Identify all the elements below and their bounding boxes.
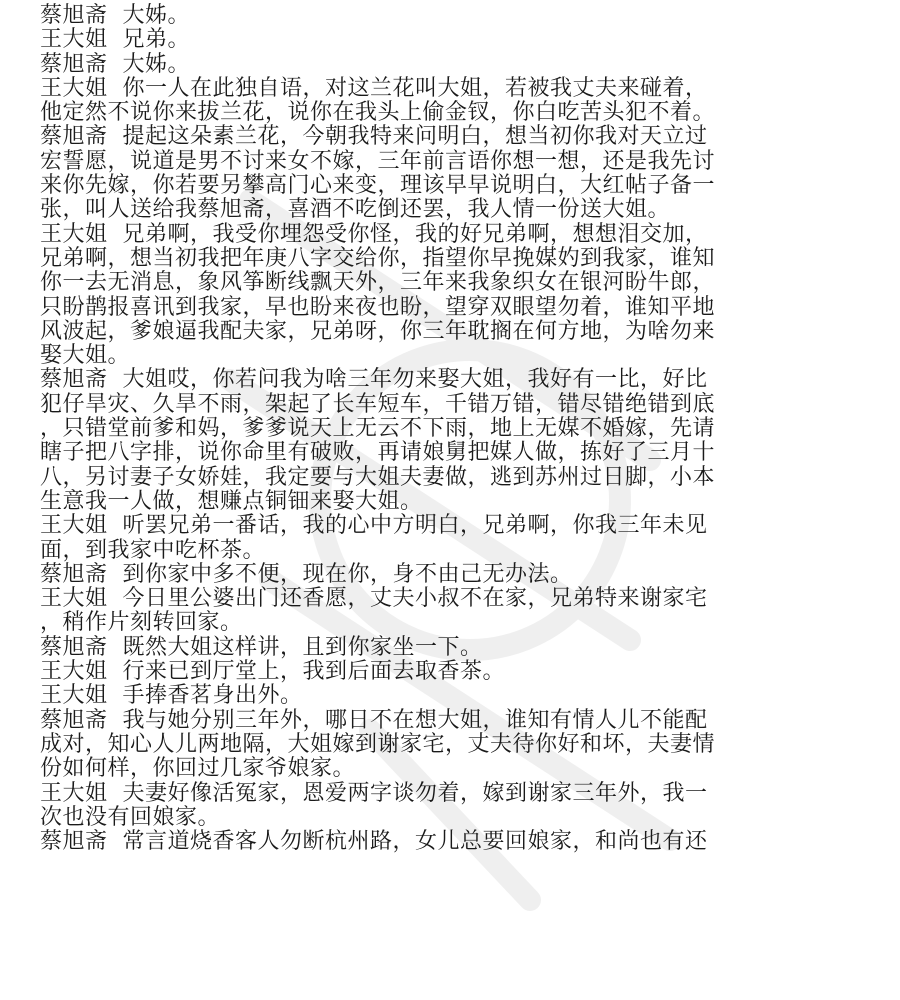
text-line: 宏誓愿，说道是男不讨来女不嫁，三年前言语你想一想，还是我先讨 xyxy=(40,148,716,174)
text-line: 八，另讨妻子女娇娃，我定要与大姐夫妻做，逃到苏州过日脚，小本 xyxy=(40,464,716,490)
text-line: 犯仔旱灾、久旱不雨，架起了长车短车，千错万错，错尽错绝错到底 xyxy=(40,391,716,417)
text-line: 王大姐 行来已到厅堂上，我到后面去取香茶。 xyxy=(40,659,505,685)
text-line: 王大姐 你一人在此独自语，对这兰花叫大姐，若被我丈夫来碰着， xyxy=(40,75,708,101)
text-line: 张，叫人送给我蔡旭斋，喜酒不吃倒还罢，我人情一份送大姐。 xyxy=(40,197,671,223)
text-line: 兄弟啊，想当初我把年庚八字交给你，指望你早挽媒妁到我家，谁知 xyxy=(40,245,716,271)
text-line: 王大姐 夫妻好像活冤家，恩爱两字谈勿着，嫁到谢家三年外，我一 xyxy=(40,780,708,806)
document-text xyxy=(40,4,876,854)
text-line: 份如何样，你回过几家爷娘家。 xyxy=(40,756,356,782)
text-line: 蔡旭斋 我与她分别三年外，哪日不在想大姐，谁知有情人儿不能配 xyxy=(40,707,708,733)
text-line: 王大姐 兄弟。 xyxy=(40,27,190,53)
text-line: 生意我一人做，想赚点铜钿来娶大姐。 xyxy=(40,488,423,514)
text-line: 成对，知心人儿两地隔，大姐嫁到谢家宅，丈夫待你好和坏，夫妻情 xyxy=(40,731,716,757)
text-line: 次也没有回娘家。 xyxy=(40,804,221,830)
text-line: 王大姐 听罢兄弟一番话，我的心中方明白，兄弟啊，你我三年未见 xyxy=(40,513,708,539)
text-line: 蔡旭斋 大姐哎，你若问我为啥三年勿来娶大姐，我好有一比，好比 xyxy=(40,367,708,393)
text-line: 蔡旭斋 大姊。 xyxy=(40,3,190,28)
text-line: 来你先嫁，你若要另攀高门心来变，理该早早说明白，大红帖子备一 xyxy=(40,173,716,199)
text-line: 你一去无消息，象风筝断线飘天外，三年来我象织女在银河盼牛郎， xyxy=(40,270,716,296)
text-line: ，稍作片刻转回家。 xyxy=(40,610,243,636)
text-line: 他定然不说你来拔兰花，说你在我头上偷金钗，你白吃苦头犯不着。 xyxy=(40,100,716,126)
text-line: 蔡旭斋 大姊。 xyxy=(40,51,190,77)
text-line: 风波起，爹娘逼我配夫家，兄弟呀，你三年耽搁在何方地，为啥勿来 xyxy=(40,318,716,344)
text-line: 王大姐 兄弟啊，我受你埋怨受你怪，我的好兄弟啊，想想泪交加， xyxy=(40,221,708,247)
text-line: 王大姐 手捧香茗身出外。 xyxy=(40,683,303,709)
text-line: 蔡旭斋 到你家中多不便，现在你，身不由己无办法。 xyxy=(40,561,573,587)
text-line: 王大姐 今日里公婆出门还香愿，丈夫小叔不在家，兄弟特来谢家宅 xyxy=(40,586,708,612)
text-line: 只盼鹊报喜讯到我家，早也盼来夜也盼，望穿双眼望勿着，谁知平地 xyxy=(40,294,716,320)
text-line: 瞎子把八字排，说你命里有破败，再请娘舅把媒人做，拣好了三月十 xyxy=(40,440,716,466)
text-line: 蔡旭斋 提起这朵素兰花，今朝我特来问明白，想当初你我对天立过 xyxy=(40,124,708,150)
text-line: 面，到我家中吃杯茶。 xyxy=(40,537,266,563)
text-line: 蔡旭斋 常言道烧香客人勿断杭州路，女儿总要回娘家，和尚也有还 xyxy=(40,829,708,855)
text-line: 蔡旭斋 既然大姐这样讲，且到你家坐一下。 xyxy=(40,634,483,660)
text-line: 娶大姐。 xyxy=(40,343,131,369)
text-line: ，只错堂前爹和妈，爹爹说天上无云不下雨，地上无媒不婚嫁，先请 xyxy=(40,416,716,442)
